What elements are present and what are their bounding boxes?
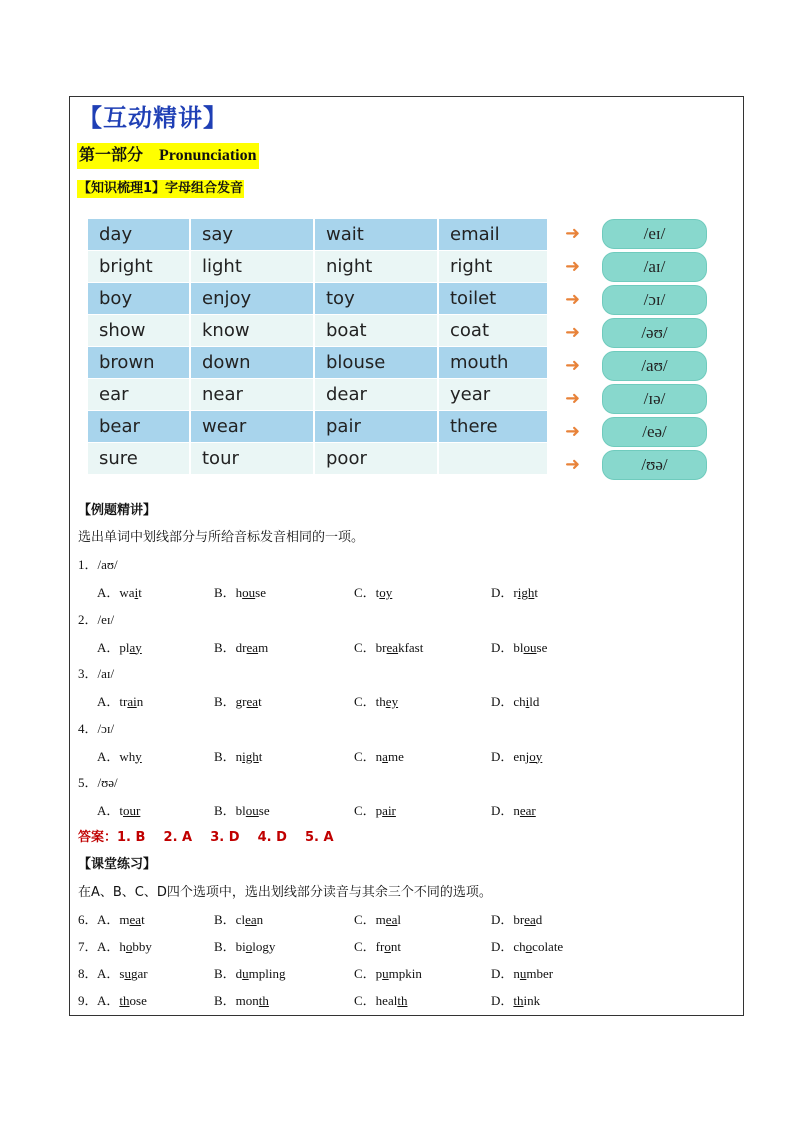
- underlined-part: th: [513, 993, 524, 1008]
- word-part: wh: [119, 748, 136, 764]
- word-part: n: [235, 748, 243, 764]
- arrow-icon: ➜: [565, 322, 581, 343]
- option-letter: D．: [491, 748, 514, 764]
- example-instruction: 选出单词中划线部分与所给音标发音相同的一项。: [78, 530, 365, 545]
- word-part: bby: [132, 939, 152, 954]
- word-part: bl: [235, 803, 246, 818]
- word-part: n: [136, 694, 144, 709]
- underlined-part: ou: [242, 585, 256, 600]
- arrow-icon: ➜: [565, 388, 581, 409]
- word-part: mon: [235, 993, 259, 1008]
- option-letter: D．: [491, 912, 514, 927]
- option-letter: A．: [97, 748, 120, 764]
- word-part: se: [536, 639, 548, 655]
- option: [97, 691, 143, 710]
- underlined-part: oy: [529, 748, 543, 764]
- underlined-part: igh: [517, 585, 535, 600]
- example-heading: 【例题精讲】: [78, 503, 157, 518]
- word-part: d: [235, 966, 243, 981]
- underlined-part: oy: [379, 585, 393, 600]
- option: [491, 936, 563, 955]
- arrow-icon: ➜: [565, 355, 581, 376]
- option-letter: D．: [491, 993, 514, 1008]
- vocab-row: [88, 315, 549, 347]
- vocab-word: blouse: [315, 347, 439, 379]
- underlined-part: o: [125, 939, 133, 954]
- word-part: bi: [235, 939, 246, 954]
- vocab-row: [88, 379, 549, 411]
- option: [354, 909, 401, 928]
- word-part: kfast: [398, 639, 424, 655]
- vocab-word: coat: [439, 315, 549, 347]
- option-letter: A．: [97, 966, 120, 981]
- option-letter: B．: [214, 585, 236, 600]
- vocab-word: boy: [88, 283, 191, 315]
- question-label: 3．/aɪ/: [78, 666, 115, 681]
- word-part: mpkin: [388, 966, 422, 981]
- word-part: cl: [235, 912, 246, 927]
- word-part: n: [375, 748, 383, 764]
- option: [491, 746, 542, 765]
- option-letter: C．: [354, 939, 376, 954]
- option: [97, 800, 140, 819]
- word-part: h: [235, 585, 243, 600]
- option-letter: A．: [97, 639, 120, 655]
- option: [97, 909, 145, 928]
- vocab-word: year: [439, 379, 549, 411]
- vocab-row: [88, 283, 549, 315]
- vocab-word: show: [88, 315, 191, 347]
- question-label: 9．: [78, 993, 98, 1008]
- question-label: 1．/aʊ/: [78, 557, 118, 572]
- word-part: logy: [252, 939, 276, 954]
- option-letter: B．: [214, 912, 236, 927]
- option-letter: D．: [491, 939, 514, 954]
- option: [491, 909, 542, 928]
- word-part: se: [255, 585, 267, 600]
- word-part: h: [119, 939, 126, 954]
- underlined-part: a: [382, 748, 388, 764]
- underlined-part: ey: [385, 694, 399, 709]
- vocab-word: [439, 443, 549, 475]
- option-letter: B．: [214, 803, 236, 818]
- vocab-row: [88, 251, 549, 283]
- word-part: wa: [119, 585, 135, 600]
- word-part: me: [387, 748, 404, 764]
- word-part: ch: [513, 694, 526, 709]
- vocab-word: know: [191, 315, 315, 347]
- underlined-part: th: [397, 993, 408, 1008]
- vocab-word: bear: [88, 411, 191, 443]
- underlined-part: o: [525, 939, 533, 954]
- word-part: m: [258, 639, 269, 655]
- option-letter: A．: [97, 939, 120, 954]
- underlined-part: ou: [523, 639, 537, 655]
- underlined-part: i: [134, 585, 139, 600]
- option: [214, 936, 275, 955]
- option: [491, 963, 553, 982]
- option: [354, 691, 398, 710]
- option: [97, 637, 142, 656]
- option-letter: C．: [354, 966, 376, 981]
- word-part: heal: [375, 993, 398, 1008]
- option-letter: C．: [354, 912, 376, 927]
- option-letter: C．: [354, 585, 376, 600]
- word-part: t: [119, 803, 124, 818]
- option: [354, 990, 407, 1009]
- arrow-icon: ➜: [565, 289, 581, 310]
- vocab-word: toilet: [439, 283, 549, 315]
- knowledge-label: 【知识梳理1】字母组合发音: [78, 181, 244, 196]
- option-letter: A．: [97, 585, 120, 600]
- word-part: t: [375, 585, 380, 600]
- underlined-part: u: [124, 966, 131, 981]
- option: [214, 800, 270, 819]
- vocab-word: wait: [315, 219, 439, 251]
- option: [214, 990, 269, 1009]
- phonetic-pill: /eɪ/: [602, 219, 707, 249]
- option-letter: B．: [214, 748, 236, 764]
- option: [491, 990, 540, 1009]
- option-letter: A．: [97, 694, 120, 709]
- word-part: ink: [523, 993, 541, 1008]
- underlined-part: o: [384, 939, 391, 954]
- answer-key: 答案：1. B 2. A 3. D 4. D 5. A: [78, 830, 334, 845]
- underlined-part: u: [382, 966, 389, 981]
- vocab-word: pair: [315, 411, 439, 443]
- option: [214, 909, 263, 928]
- option: [214, 746, 262, 765]
- vocab-word: right: [439, 251, 549, 283]
- word-part: th: [375, 694, 386, 709]
- word-part: t: [138, 585, 142, 600]
- question-label: 7．: [78, 939, 98, 954]
- option: [354, 936, 401, 955]
- question-label: 2．/eɪ/: [78, 611, 115, 627]
- option: [491, 691, 539, 710]
- word-part: n: [513, 966, 520, 981]
- option-letter: B．: [214, 939, 236, 954]
- arrow-icon: ➜: [565, 421, 581, 442]
- option: [97, 936, 152, 955]
- word-part: m: [119, 912, 130, 927]
- word-part: br: [513, 912, 525, 927]
- word-part: br: [375, 639, 387, 655]
- vocab-word: tour: [191, 443, 315, 475]
- word-part: fr: [375, 939, 385, 954]
- practice-heading: 【课堂练习】: [78, 857, 157, 872]
- underlined-part: th: [258, 993, 269, 1008]
- word-part: gr: [235, 694, 247, 709]
- question-label: 6．: [78, 912, 98, 927]
- word-part: m: [375, 912, 386, 927]
- underlined-part: ea: [386, 639, 399, 655]
- option: [97, 990, 147, 1009]
- vocab-word: dear: [315, 379, 439, 411]
- phonetic-pill: /ʊə/: [602, 450, 707, 480]
- option-letter: A．: [97, 912, 120, 927]
- option-letter: A．: [97, 993, 120, 1008]
- underlined-part: ea: [385, 912, 398, 927]
- question-label: 8．: [78, 966, 98, 981]
- word-part: ld: [529, 694, 540, 709]
- option: [97, 963, 148, 982]
- option-letter: B．: [214, 993, 236, 1008]
- vocab-row: [88, 411, 549, 443]
- word-part: n: [513, 803, 520, 818]
- arrow-icon: ➜: [565, 454, 581, 475]
- word-part: gar: [130, 966, 148, 981]
- vocab-word: near: [191, 379, 315, 411]
- option-letter: D．: [491, 694, 514, 709]
- vocab-word: wear: [191, 411, 315, 443]
- option: [214, 963, 286, 982]
- vocab-word: day: [88, 219, 191, 251]
- option-letter: B．: [214, 966, 236, 981]
- vocab-word: poor: [315, 443, 439, 475]
- option-letter: C．: [354, 639, 376, 655]
- underlined-part: ay: [129, 639, 142, 655]
- underlined-part: igh: [242, 748, 259, 764]
- phonetic-pill: /əʊ/: [602, 318, 707, 348]
- word-part: mber: [526, 966, 554, 981]
- vocab-word: bright: [88, 251, 191, 283]
- vocab-word: toy: [315, 283, 439, 315]
- word-part: p: [375, 966, 383, 981]
- word-part: t: [258, 694, 262, 709]
- underlined-part: i: [525, 694, 530, 709]
- underlined-part: o: [245, 939, 253, 954]
- option-letter: B．: [214, 694, 236, 709]
- option: [491, 800, 536, 819]
- option: [491, 582, 538, 601]
- option-letter: A．: [97, 803, 120, 818]
- vocab-word: light: [191, 251, 315, 283]
- underlined-part: ai: [127, 694, 137, 709]
- practice-instruction: 在A、B、C、D四个选项中，选出划线部分读音与其余三个不同的选项。: [78, 885, 492, 900]
- word-part: t: [258, 748, 263, 764]
- vocab-word: email: [439, 219, 549, 251]
- option-letter: D．: [491, 803, 514, 818]
- vocab-word: night: [315, 251, 439, 283]
- option: [97, 746, 142, 765]
- phonetic-pill: /aʊ/: [602, 351, 707, 381]
- underlined-part: u: [519, 966, 527, 981]
- vocab-row: [88, 219, 549, 251]
- word-part: n: [256, 912, 264, 927]
- phonetic-pill: /ɔɪ/: [602, 285, 707, 315]
- option: [214, 691, 262, 710]
- option: [354, 746, 404, 765]
- underlined-part: ea: [246, 694, 259, 709]
- option-letter: D．: [491, 966, 514, 981]
- option: [214, 582, 266, 601]
- word-part: ch: [513, 939, 526, 954]
- option: [354, 582, 392, 601]
- underlined-part: ou: [245, 803, 259, 818]
- word-part: tr: [119, 694, 128, 709]
- phonetic-pill: /aɪ/: [602, 252, 707, 282]
- word-part: bl: [513, 639, 524, 655]
- vocab-word: sure: [88, 443, 191, 475]
- option: [354, 800, 396, 819]
- word-part: p: [375, 803, 383, 818]
- underlined-part: ea: [129, 912, 142, 927]
- section-heading: 第一部分 Pronunciation: [77, 143, 259, 169]
- option: [97, 582, 142, 601]
- option-letter: D．: [491, 585, 514, 600]
- underlined-part: y: [135, 748, 142, 764]
- option: [354, 963, 422, 982]
- underlined-part: ea: [524, 912, 536, 927]
- phonetic-pill: /eə/: [602, 417, 707, 447]
- word-part: nt: [390, 939, 401, 954]
- option-letter: C．: [354, 748, 376, 764]
- vocab-word: boat: [315, 315, 439, 347]
- option-letter: B．: [214, 639, 236, 655]
- vocab-word: mouth: [439, 347, 549, 379]
- word-part: enj: [513, 748, 530, 764]
- underlined-part: air: [382, 803, 396, 818]
- underlined-part: th: [119, 993, 130, 1008]
- word-part: l: [397, 912, 401, 927]
- vocab-word: down: [191, 347, 315, 379]
- vocab-row: [88, 443, 549, 475]
- option-letter: C．: [354, 803, 376, 818]
- option-letter: D．: [491, 639, 514, 655]
- vocab-word: brown: [88, 347, 191, 379]
- vocab-table: [88, 219, 549, 475]
- word-part: se: [258, 803, 270, 818]
- option: [491, 637, 547, 656]
- underlined-part: ea: [245, 912, 257, 927]
- vocab-row: [88, 347, 549, 379]
- underlined-part: ear: [519, 803, 536, 818]
- word-part: t: [534, 585, 538, 600]
- vocab-word: enjoy: [191, 283, 315, 315]
- word-part: dr: [235, 639, 247, 655]
- vocab-word: ear: [88, 379, 191, 411]
- word-part: r: [513, 585, 518, 600]
- phonetic-pill: /ɪə/: [602, 384, 707, 414]
- word-part: t: [141, 912, 145, 927]
- word-part: mpling: [248, 966, 286, 981]
- vocab-word: there: [439, 411, 549, 443]
- word-part: s: [119, 966, 125, 981]
- page-title: 【互动精讲】: [78, 104, 228, 132]
- underlined-part: ea: [246, 639, 259, 655]
- question-label: 4．/ɔɪ/: [78, 720, 115, 736]
- word-part: pl: [119, 639, 130, 655]
- vocab-word: say: [191, 219, 315, 251]
- option: [214, 637, 268, 656]
- word-part: colate: [532, 939, 564, 954]
- arrow-icon: ➜: [565, 256, 581, 277]
- word-part: d: [535, 912, 543, 927]
- option-letter: C．: [354, 694, 376, 709]
- question-label: 5．/ʊə/: [78, 775, 118, 790]
- underlined-part: u: [242, 966, 249, 981]
- arrow-icon: ➜: [565, 223, 581, 244]
- underlined-part: our: [123, 803, 141, 818]
- option: [354, 637, 423, 656]
- option-letter: C．: [354, 993, 376, 1008]
- word-part: ose: [129, 993, 147, 1008]
